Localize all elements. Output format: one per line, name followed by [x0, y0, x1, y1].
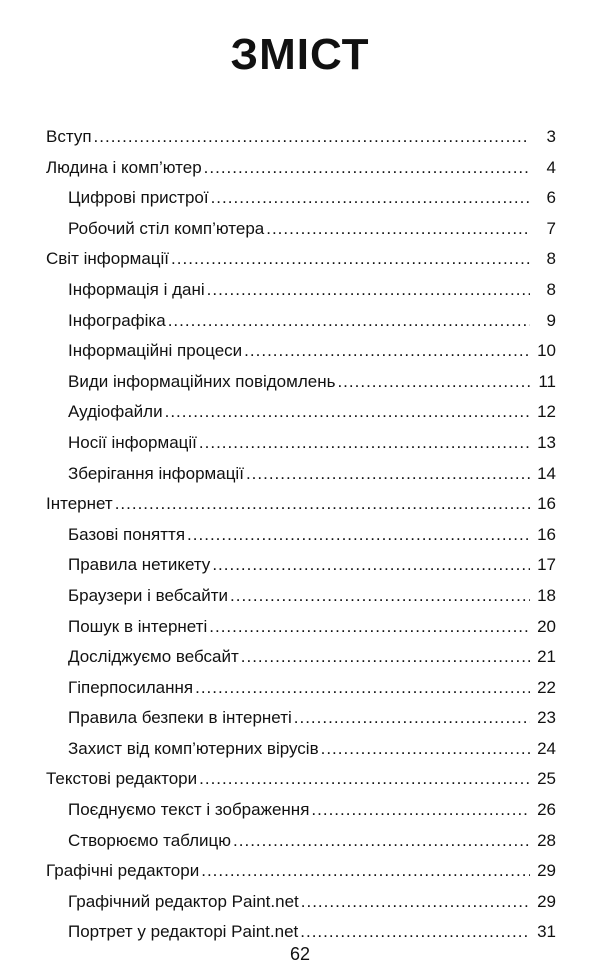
- toc-section: [46, 122, 556, 153]
- toc-entry-title: Людина і комп’ютер: [46, 157, 202, 177]
- toc-section: [46, 153, 556, 184]
- dot-leader: [300, 917, 530, 947]
- toc-entry-page: 29: [537, 861, 556, 881]
- toc-entry-title: Види інформаційних повідомлень: [68, 371, 336, 391]
- dot-leader: [165, 397, 530, 427]
- toc-entry-title: Носії інформації: [68, 432, 197, 452]
- toc-entry-title: Базові поняття: [68, 524, 186, 544]
- toc-section: [46, 856, 556, 887]
- toc-entry-title: Створюємо таблицю: [68, 830, 232, 850]
- toc-subsection: [46, 520, 556, 551]
- toc-entry-page: 16: [537, 494, 556, 514]
- dot-leader: [187, 520, 530, 550]
- toc-entry-page: 25: [537, 769, 556, 789]
- toc-subsection: [46, 459, 556, 490]
- dot-leader: [233, 826, 530, 856]
- toc-subsection: [46, 397, 556, 428]
- dot-leader: [230, 581, 530, 611]
- toc-section: [46, 489, 556, 520]
- dot-leader: [201, 856, 530, 886]
- toc-entry-title: Текстові редактори: [46, 769, 198, 789]
- toc-entry-page: 20: [537, 616, 556, 636]
- toc-subsection: [46, 336, 556, 367]
- toc-entry-page: 7: [546, 218, 556, 238]
- toc-entry-title: Графічний редактор Paint.net: [68, 891, 299, 911]
- dot-leader: [94, 122, 530, 152]
- toc-subsection: [46, 367, 556, 398]
- toc-section: [46, 244, 556, 275]
- toc-entry-page: 16: [537, 524, 556, 544]
- dot-leader: [171, 244, 530, 274]
- toc-subsection: [46, 306, 556, 337]
- toc-subsection: [46, 734, 556, 765]
- dot-leader: [321, 734, 530, 764]
- dot-leader: [195, 673, 530, 703]
- toc-entry-title: Світ інформації: [46, 249, 170, 269]
- toc-entry-title: Правила безпеки в інтернеті: [68, 708, 292, 728]
- dot-leader: [241, 642, 530, 672]
- toc-entry-title: Поєднуємо текст і зображення: [68, 800, 310, 820]
- toc-entry-title: Портрет у редакторі Paint.net: [68, 922, 299, 942]
- toc-subsection: [46, 428, 556, 459]
- dot-leader: [294, 703, 530, 733]
- toc-subsection: [46, 826, 556, 857]
- toc-entry-page: 9: [546, 310, 556, 330]
- toc-entry-title: Інтернет: [46, 494, 113, 514]
- toc-entry-title: Гіперпосилання: [68, 677, 194, 697]
- page-number: 62: [289, 944, 311, 964]
- toc-entry-page: 10: [537, 341, 556, 361]
- dot-leader: [168, 306, 530, 336]
- dot-leader: [211, 183, 530, 213]
- dot-leader: [207, 275, 530, 305]
- toc-entry-title: Інфографіка: [68, 310, 166, 330]
- dot-leader: [115, 489, 530, 519]
- toc-entry-title: Браузери і вебсайти: [68, 585, 228, 605]
- toc-entry-title: Досліджуємо вебсайт: [68, 647, 239, 667]
- toc-entry-page: 3: [546, 127, 556, 146]
- toc-entry-page: 6: [546, 188, 556, 208]
- toc-entry-page: 21: [537, 647, 556, 667]
- toc-entry-page: 26: [537, 800, 556, 820]
- toc-entry-title: Пошук в інтернеті: [68, 616, 208, 636]
- toc-entry-page: 24: [537, 738, 556, 758]
- dot-leader: [209, 612, 530, 642]
- toc-entry-page: 11: [538, 371, 556, 391]
- toc-entry-page: 28: [537, 830, 556, 850]
- toc-entry-page: 17: [537, 555, 556, 575]
- dot-leader: [199, 428, 530, 458]
- toc-entry-title: Зберігання інформації: [68, 463, 244, 483]
- dot-leader: [266, 214, 530, 244]
- toc-subsection: [46, 703, 556, 734]
- dot-leader: [301, 887, 530, 917]
- toc-subsection: [46, 275, 556, 306]
- toc-entry-page: 8: [546, 279, 556, 299]
- toc-subsection: [46, 642, 556, 673]
- toc-entry-title: Інформація і дані: [68, 279, 205, 299]
- dot-leader: [204, 153, 530, 183]
- toc-entry-page: 8: [546, 249, 556, 269]
- toc-entry-page: 4: [546, 157, 556, 177]
- toc-subsection: [46, 673, 556, 704]
- dot-leader: [199, 764, 530, 794]
- toc-entry-title: Захист від комп’ютерних вірусів: [68, 738, 319, 758]
- toc-entry-page: 18: [537, 585, 556, 605]
- toc-entry-page: 31: [537, 922, 556, 942]
- toc-entry-page: 22: [537, 677, 556, 697]
- toc-subsection: [46, 795, 556, 826]
- dot-leader: [244, 336, 530, 366]
- toc-entry-page: 23: [537, 708, 556, 728]
- toc-section: [46, 764, 556, 795]
- toc-entry-title: Інформаційні процеси: [68, 341, 243, 361]
- dot-leader: [212, 550, 530, 580]
- toc-entry-title: Графічні редактори: [46, 861, 200, 881]
- toc-entry-page: 14: [537, 463, 556, 483]
- toc-subsection: [46, 612, 556, 643]
- table-of-contents: [46, 122, 556, 948]
- dot-leader: [337, 367, 530, 397]
- page-title: ЗМІСТ: [230, 30, 370, 79]
- toc-subsection: [46, 214, 556, 245]
- toc-entry-page: 29: [537, 891, 556, 911]
- toc-entry-title: Цифрові пристрої: [68, 188, 209, 208]
- toc-subsection: [46, 887, 556, 918]
- toc-subsection: [46, 183, 556, 214]
- toc-subsection: [46, 550, 556, 581]
- toc-entry-title: Вступ: [46, 127, 92, 146]
- toc-entry-page: 13: [537, 432, 556, 452]
- toc-entry-title: Робочий стіл комп’ютера: [68, 218, 265, 238]
- toc-entry-page: 12: [537, 402, 556, 422]
- toc-entry-title: Аудіофайли: [68, 402, 163, 422]
- dot-leader: [246, 459, 530, 489]
- dot-leader: [311, 795, 530, 825]
- toc-subsection: [46, 581, 556, 612]
- toc-entry-title: Правила нетикету: [68, 555, 211, 575]
